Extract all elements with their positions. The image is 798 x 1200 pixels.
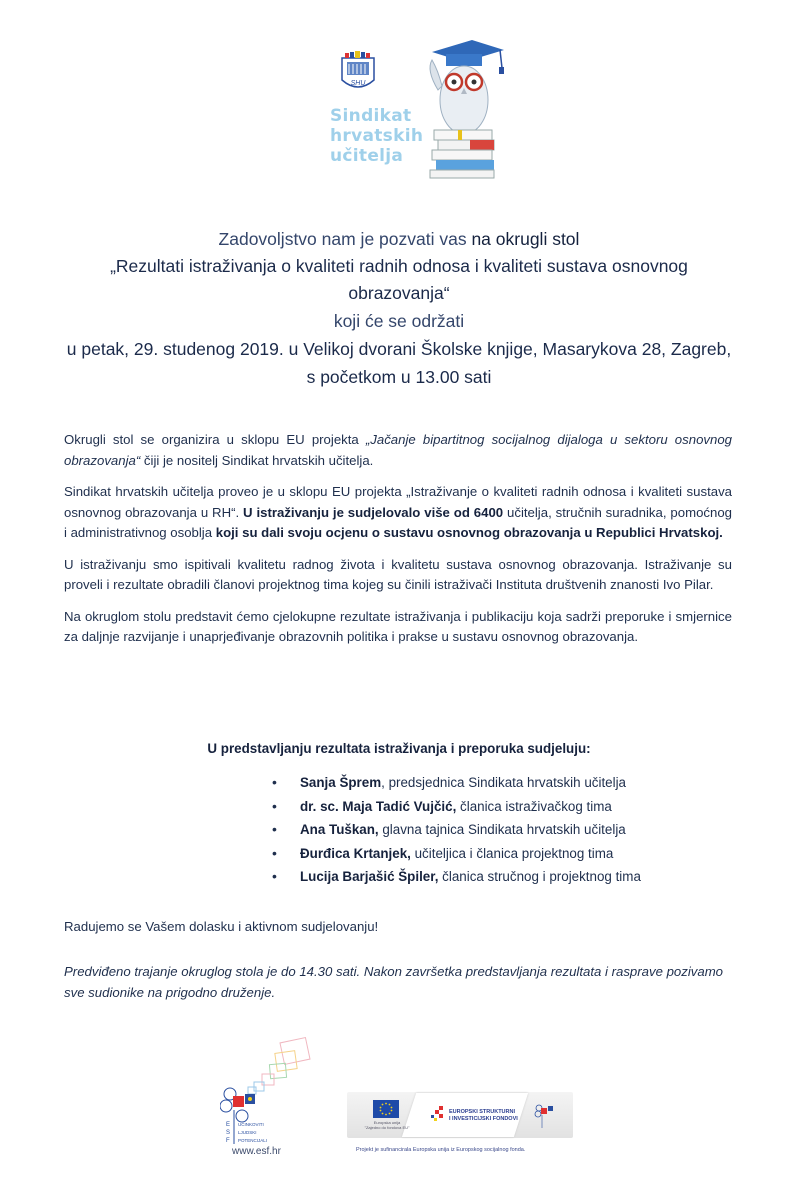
speaker-item: • Sanja Šprem, predsjednica Sindikata hrvatskih učitelja (270, 771, 641, 795)
invitation-line: Zadovoljstvo nam je pozvati vas na okrugli stol (218, 229, 580, 249)
closing-line: Radujemo se Vašem dolasku i aktivnom sudjelovanju! (64, 919, 379, 934)
esf-logo (220, 1032, 330, 1162)
speaker-item: • Đurđica Krtanjek, učiteljica i članica projektnog tima (270, 842, 641, 866)
event-lead-in: koji će se održati (333, 311, 465, 331)
speakers-list (270, 771, 641, 889)
svg-text:UČINKOVITI: UČINKOVITI (238, 1122, 264, 1127)
speaker-item: • Ana Tuškan, glavna tajnica Sindikata hrvatskih učitelja (270, 818, 641, 842)
paragraph-presentation: Na okruglom stolu predstavit ćemo cjelokupne rezultate istraživanja i publikaciju koja sadrži preporuke i smjernice za daljnje razvijanje i unaprjeđivanje obrazovnih politika i prakse u sustavu osnovnog obrazovanja. (64, 608, 732, 644)
esif-label: EUROPSKI STRUKTURNI I INVESTICIJSKI FONDOVI (449, 1109, 518, 1122)
svg-text:LJUDSKI: LJUDSKI (238, 1130, 257, 1135)
svg-text:F: F (226, 1138, 230, 1144)
schedule-note: Predviđeno trajanje okruglog stola je do 14.30 sati. Nakon završetka predstavljanja rezultata i rasprave pozivamo sve sudionike na prigodno druženje. (64, 964, 724, 1000)
owl-with-books-icon (412, 30, 512, 180)
paragraph-research: Sindikat hrvatskih učitelja proveo je u sklopu EU projekta „Istraživanje o kvaliteti radnih odnosa i kvaliteti sustava osnovnog obrazovanja u RH“. U istraživanju je sudjelovalo više od 6400 učitelja, stručnih suradnika, pomoćnog i administrativnog osoblja koji su dali svoju ocjenu o sustavu osnovnog obrazovanja u Republici Hrvatskoj. (64, 484, 732, 540)
speaker-item: • dr. sc. Maja Tadić Vujčić, članica istraživačkog tima (270, 795, 641, 819)
union-name: Sindikat hrvatskih učitelja (330, 106, 424, 166)
esf-mini-logo-icon (533, 1100, 557, 1130)
speakers-heading: U predstavljanju rezultata istraživanja i preporuka sudjeluju: (207, 741, 591, 756)
funding-caption: Projekt je sufinancirala Europska unija iz Europskog socijalnog fonda. (356, 1147, 526, 1153)
svg-text:POTENCIJALI: POTENCIJALI (238, 1138, 268, 1143)
union-logo (330, 28, 510, 178)
speaker-item: • Lucija Barjašić Špiler, članica stručnog i projektnog tima (270, 865, 641, 889)
eu-funding-banner (347, 1092, 573, 1138)
esf-flower-icon (220, 1032, 330, 1152)
paragraph-project: Okrugli stol se organizira u sklopu EU projekta „Jačanje bipartitnog socijalnog dijaloga u sektoru osnovnog obrazovanja“ čiji je nositelj Sindikat hrvatskih učitelja. (64, 432, 732, 468)
eu-caption: Europska unija "Zajedno do fondova EU" (364, 1120, 410, 1130)
invitation-headline (60, 226, 738, 391)
svg-text:E: E (226, 1122, 231, 1128)
esf-website-link[interactable]: www.esf.hr (232, 1146, 281, 1157)
event-title: „Rezultati istraživanja o kvaliteti radnih odnosa i kvaliteti sustava osnovnog obrazovanja“ (110, 256, 688, 303)
invitation-body (64, 430, 732, 659)
paragraph-scope: U istraživanju smo ispitivali kvalitetu radnog života i kvalitetu sustava osnovnog obrazovanja. Istraživanje su proveli i rezultate obradili članovi projektnog tima kojeg su činili istraživači Instituta društvenih znanosti Ivo Pilar. (64, 556, 732, 592)
svg-text:S: S (226, 1130, 231, 1136)
union-crest-icon (340, 50, 376, 94)
esif-checker-icon (429, 1106, 445, 1122)
event-date-location: u petak, 29. studenog 2019. u Velikoj dvorani Školske knjige, Masarykova 28, Zagreb, s početkom u 13.00 sati (66, 339, 732, 387)
svg-text:SHU: SHU (350, 80, 366, 87)
eu-flag-icon (373, 1100, 399, 1118)
